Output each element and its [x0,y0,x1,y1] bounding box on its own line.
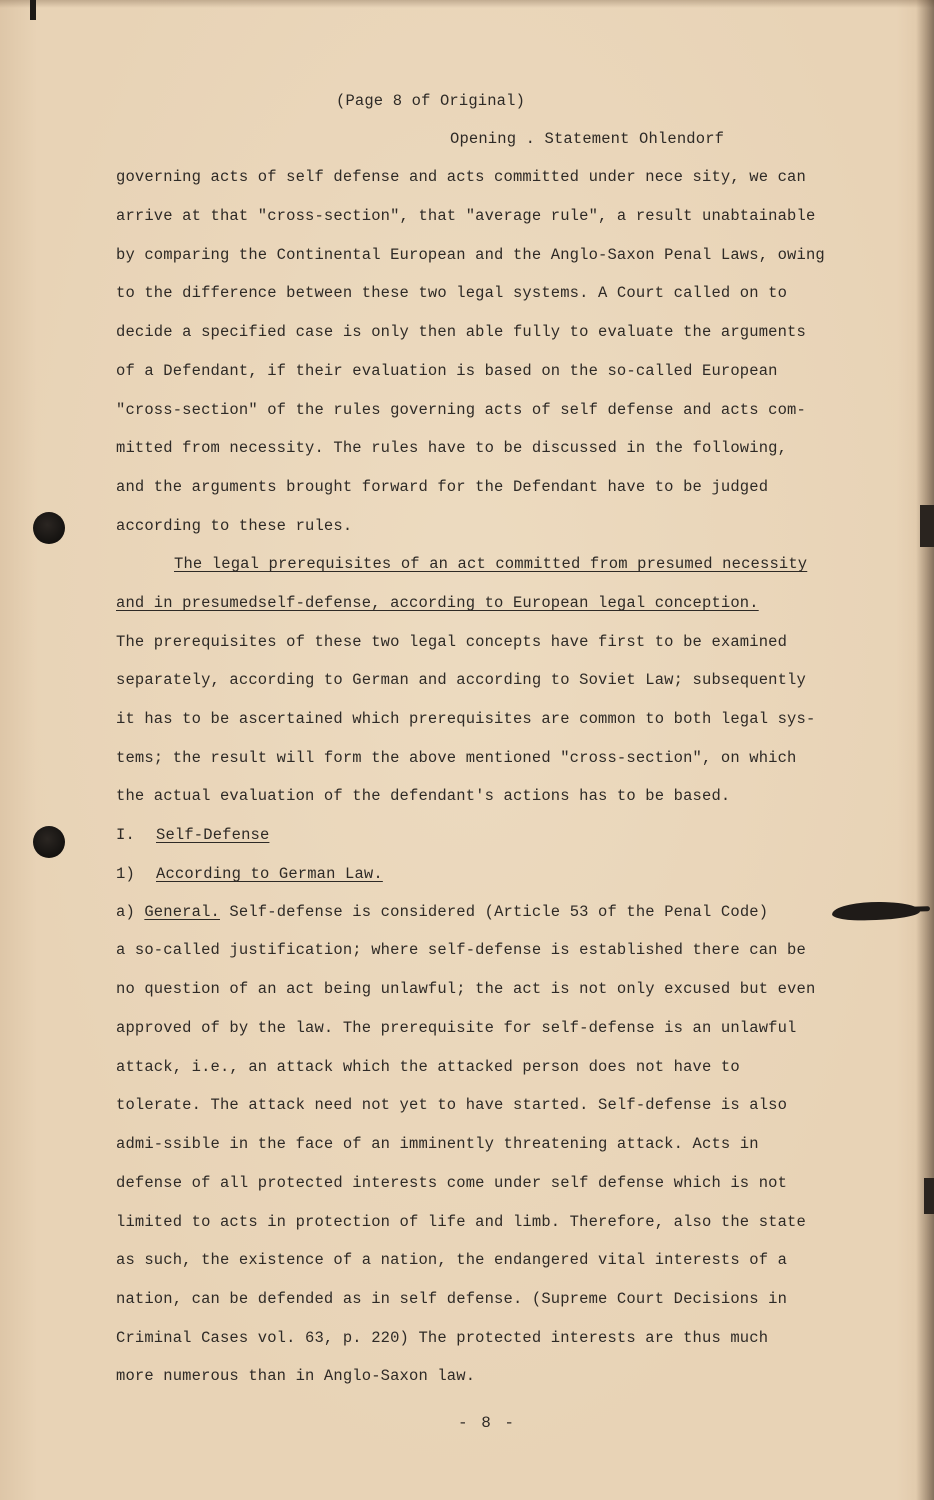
document-subtitle: Opening . Statement Ohlendorf [450,130,725,148]
punch-hole [33,826,65,858]
section-i-title: Self-Defense [156,826,270,844]
text-line: as such, the existence of a nation, the endangered vital interests of a [116,1251,788,1269]
paper-top-edge [0,0,934,8]
text-line: of a Defendant, if their evaluation is based on the so-called European [116,362,778,380]
edge-tear [924,1178,934,1214]
section-heading: The legal prerequisites of an act committed from presumed necessity [174,555,808,573]
edge-tear [920,505,934,547]
section-1-title: According to German Law. [156,865,383,883]
text-line: the actual evaluation of the defendant's actions has to be based. [116,787,731,805]
section-i-number: I. [116,826,135,844]
text-line: approved of by the law. The prerequisite for self-defense is an unlawful [116,1019,797,1037]
text-line: and the arguments brought forward for the Defendant have to be judged [116,478,769,496]
section-a-text: Self-defense is considered (Article 53 of the Penal Code) [219,903,769,921]
scan-corner-mark [30,0,36,20]
section-a-number: a) [116,903,135,921]
section-heading: and in presumedself-defense, according to European legal conception. [116,594,759,612]
text-line: attack, i.e., an attack which the attacked person does not have to [116,1058,740,1076]
text-line: tems; the result will form the above mentioned "cross-section", on which [116,749,797,767]
text-line: "cross-section" of the rules governing acts of self defense and acts com- [116,401,806,419]
text-line: arrive at that "cross-section", that "average rule", a result unabtainable [116,207,816,225]
punch-hole [33,512,65,544]
text-line: mitted from necessity. The rules have to be discussed in the following, [116,439,788,457]
page-reference: (Page 8 of Original) [336,92,526,110]
text-line: Criminal Cases vol. 63, p. 220) The protected interests are thus much [116,1329,769,1347]
text-line: by comparing the Continental European and the Anglo-Saxon Penal Laws, owing [116,246,825,264]
text-line: decide a specified case is only then able fully to evaluate the arguments [116,323,806,341]
text-line: no question of an act being unlawful; the act is not only excused but even [116,980,816,998]
paper-right-edge [916,0,934,1500]
section-1-number: 1) [116,865,135,883]
section-a-title: General. [144,903,220,921]
text-line: tolerate. The attack need not yet to have started. Self-defense is also [116,1096,788,1114]
section-a-line [116,902,768,922]
text-line: separately, according to German and according to Soviet Law; subsequently [116,671,806,689]
text-line: it has to be ascertained which prerequisites are common to both legal sys- [116,710,816,728]
text-line: nation, can be defended as in self defense. (Supreme Court Decisions in [116,1290,788,1308]
text-line: governing acts of self defense and acts committed under nece sity, we can [116,168,806,186]
text-line: admi-ssible in the face of an imminently threatening attack. Acts in [116,1135,759,1153]
text-line: The prerequisites of these two legal concepts have first to be examined [116,633,788,651]
text-line: according to these rules. [116,517,353,535]
text-line: a so-called justification; where self-defense is established there can be [116,941,806,959]
page-number: - 8 - [458,1414,517,1432]
text-line: more numerous than in Anglo-Saxon law. [116,1367,476,1385]
ink-smudge [832,900,921,921]
text-line: to the difference between these two legal systems. A Court called on to [116,284,788,302]
text-line: defense of all protected interests come under self defense which is not [116,1174,788,1192]
text-line: limited to acts in protection of life and limb. Therefore, also the state [116,1213,806,1231]
